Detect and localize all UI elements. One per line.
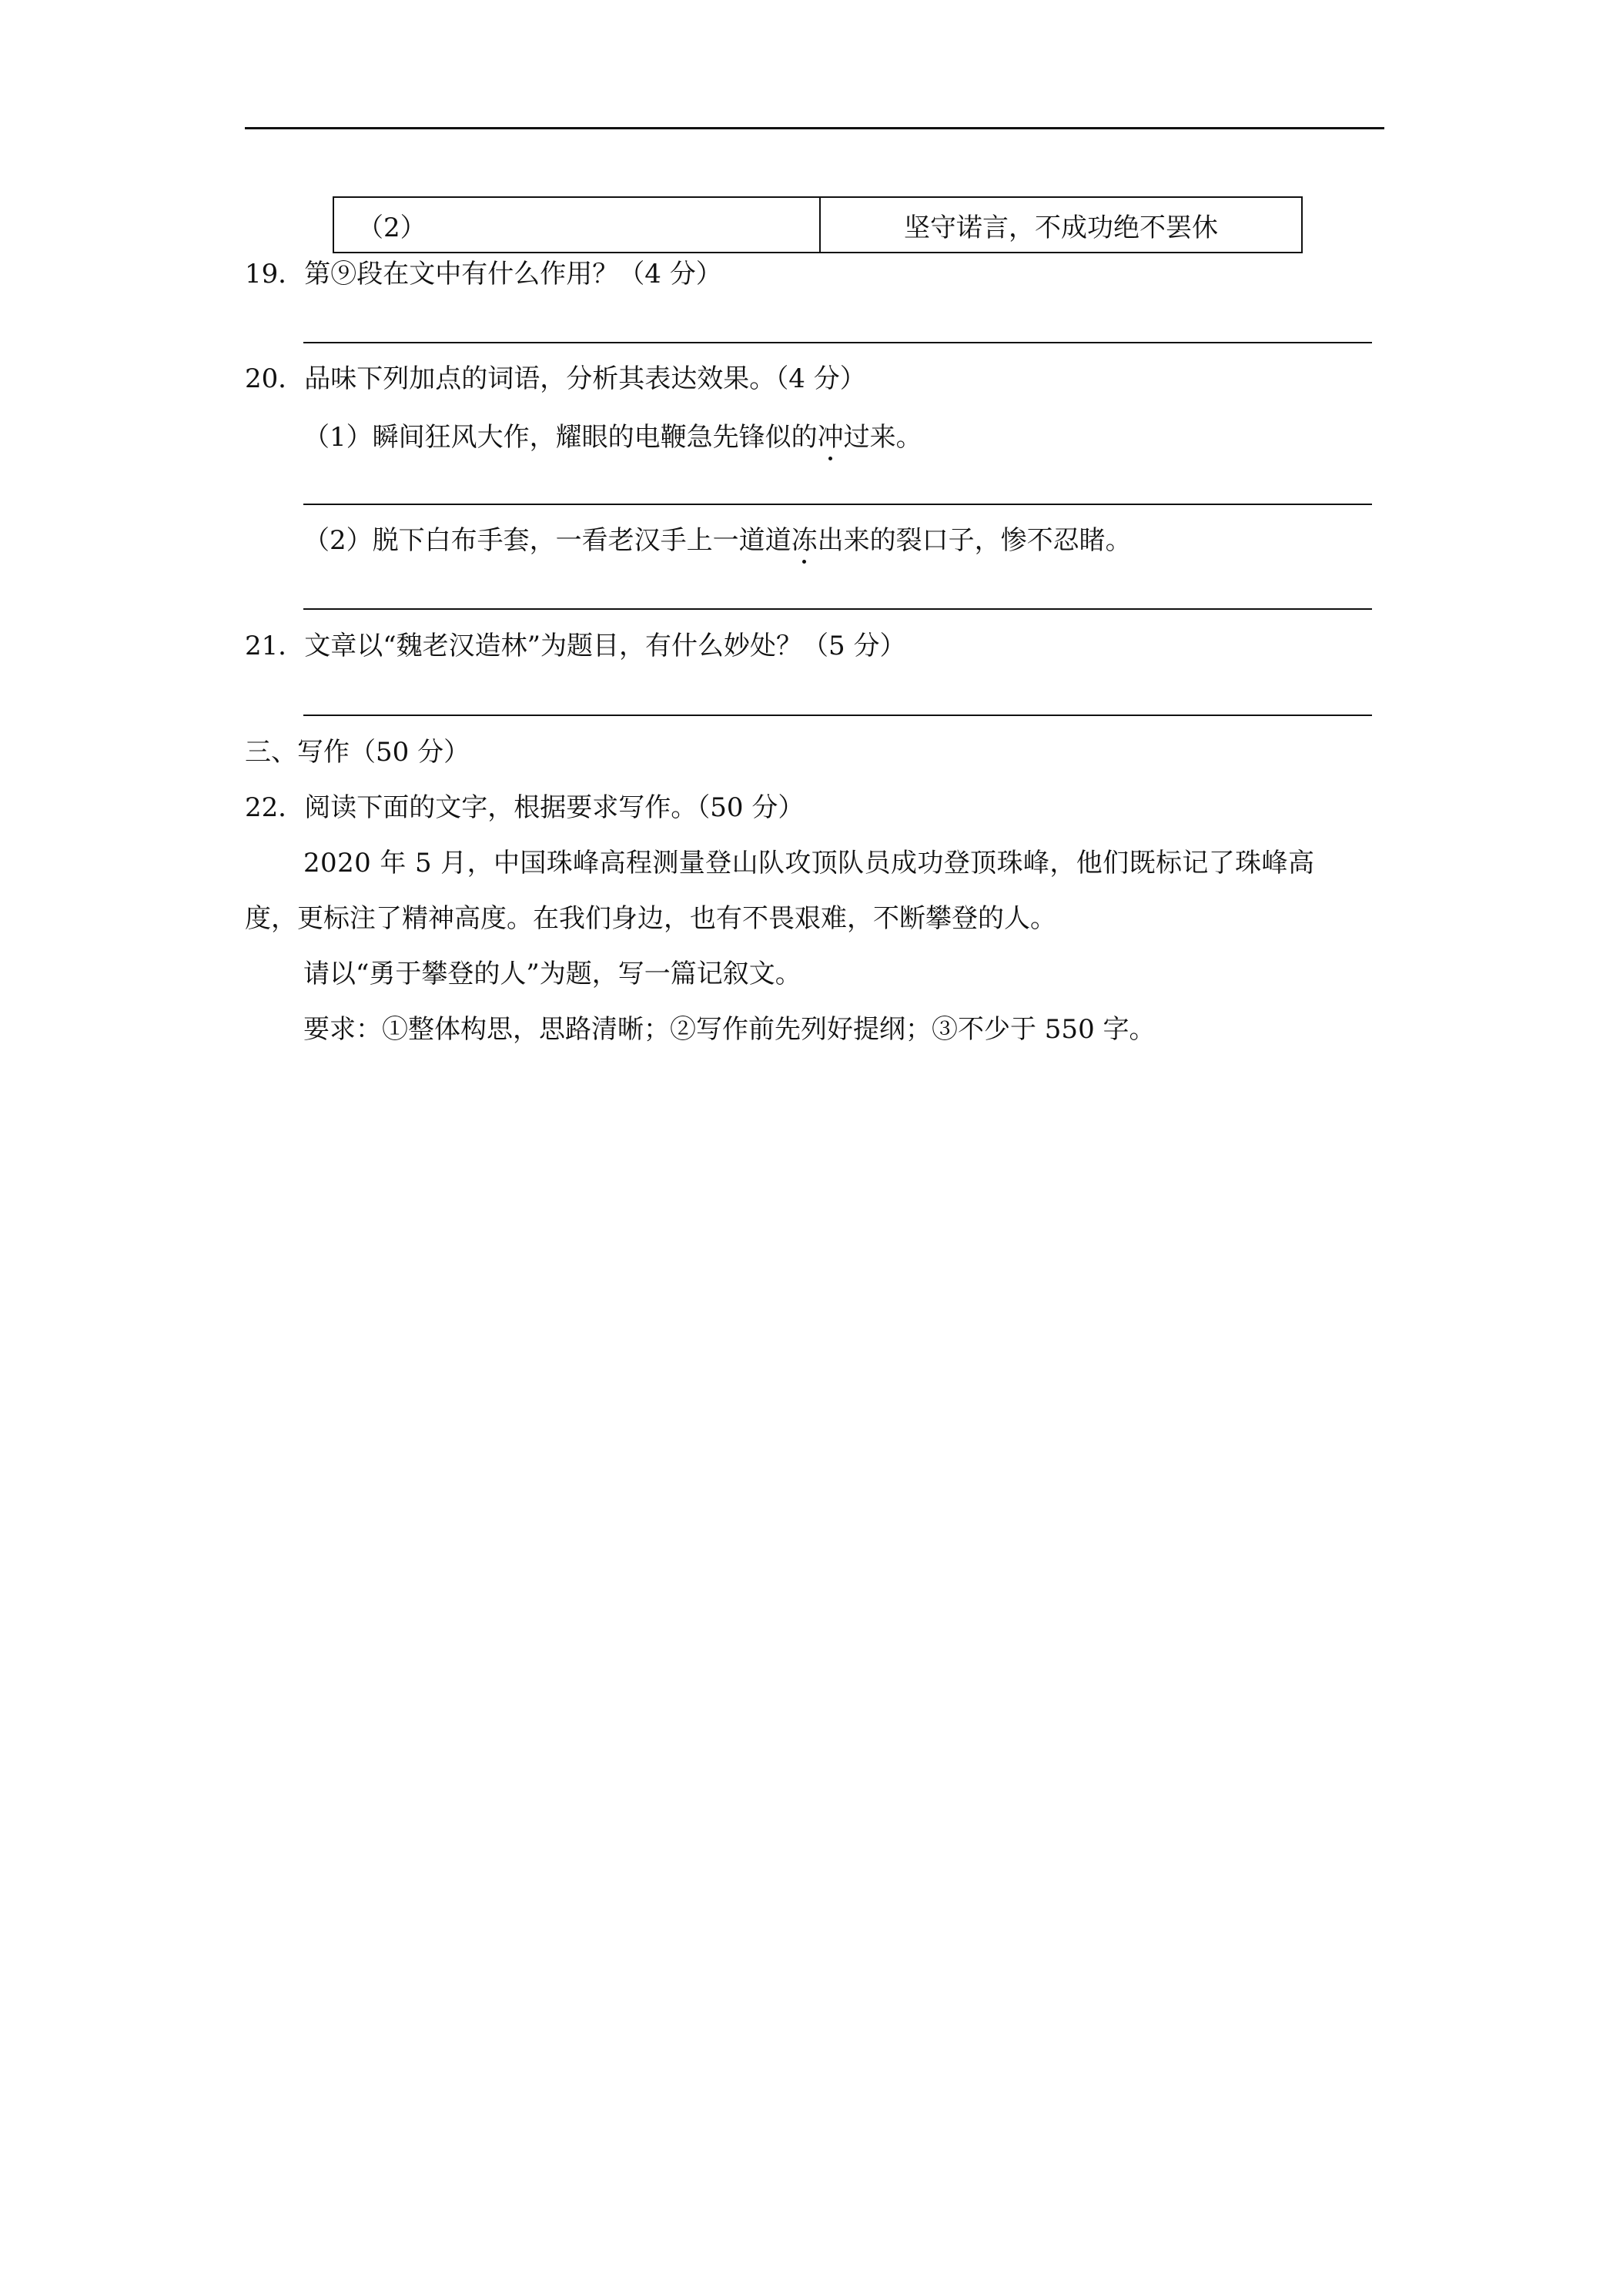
writing-paragraph-line-2: 度，更标注了精神高度。在我们身边，也有不畏艰难，不断攀登的人。 [245,903,1056,934]
item-1-after: 过来。 [843,422,922,453]
section-title-writing: 三、写作（50 分） [245,737,470,768]
question-22: 22．阅读下面的文字，根据要求写作。（50 分） [245,792,805,823]
answer-line-20-2[interactable] [303,608,1372,610]
table-cell-right: 坚守诺言，不成功绝不罢休 [820,197,1302,253]
table-row [333,197,1302,253]
item-2-after: 出来的裂口子，惨不忍睹。 [817,525,1132,556]
answer-line-21[interactable] [303,715,1372,716]
writing-paragraph-line-1: 2020 年 5 月，中国珠峰高程测量登山队攻顶队员成功登顶珠峰，他们既标记了珠峰高 [303,848,1315,879]
item-2-dotted-word: 冻 [791,525,818,556]
answer-line-20-1[interactable] [303,504,1372,505]
table-cell-left: （2） [333,197,820,253]
answer-line-19[interactable] [303,342,1372,343]
question-19: 19．第⑨段在文中有什么作用？（4 分） [245,259,722,290]
header-rule [245,127,1384,129]
question-21: 21．文章以“魏老汉造林”为题目，有什么妙处？（5 分） [245,631,906,661]
item-1-dotted-word: 冲 [817,422,844,453]
answer-table [333,196,1303,253]
item-2-before: （2）脱下白布手套，一看老汉手上一道道 [303,525,791,556]
writing-requirements: 要求：①整体构思，思路清晰；②写作前先列好提纲；③不少于 550 字。 [303,1014,1156,1045]
question-20: 20．品味下列加点的词语，分析其表达效果。（4 分） [245,363,866,394]
question-20-item-2 [303,524,1132,557]
question-20-item-1 [303,420,922,454]
writing-prompt: 请以“勇于攀登的人”为题，写一篇记叙文。 [303,959,801,989]
item-1-before: （1）瞬间狂风大作，耀眼的电鞭急先锋似的 [303,422,818,453]
